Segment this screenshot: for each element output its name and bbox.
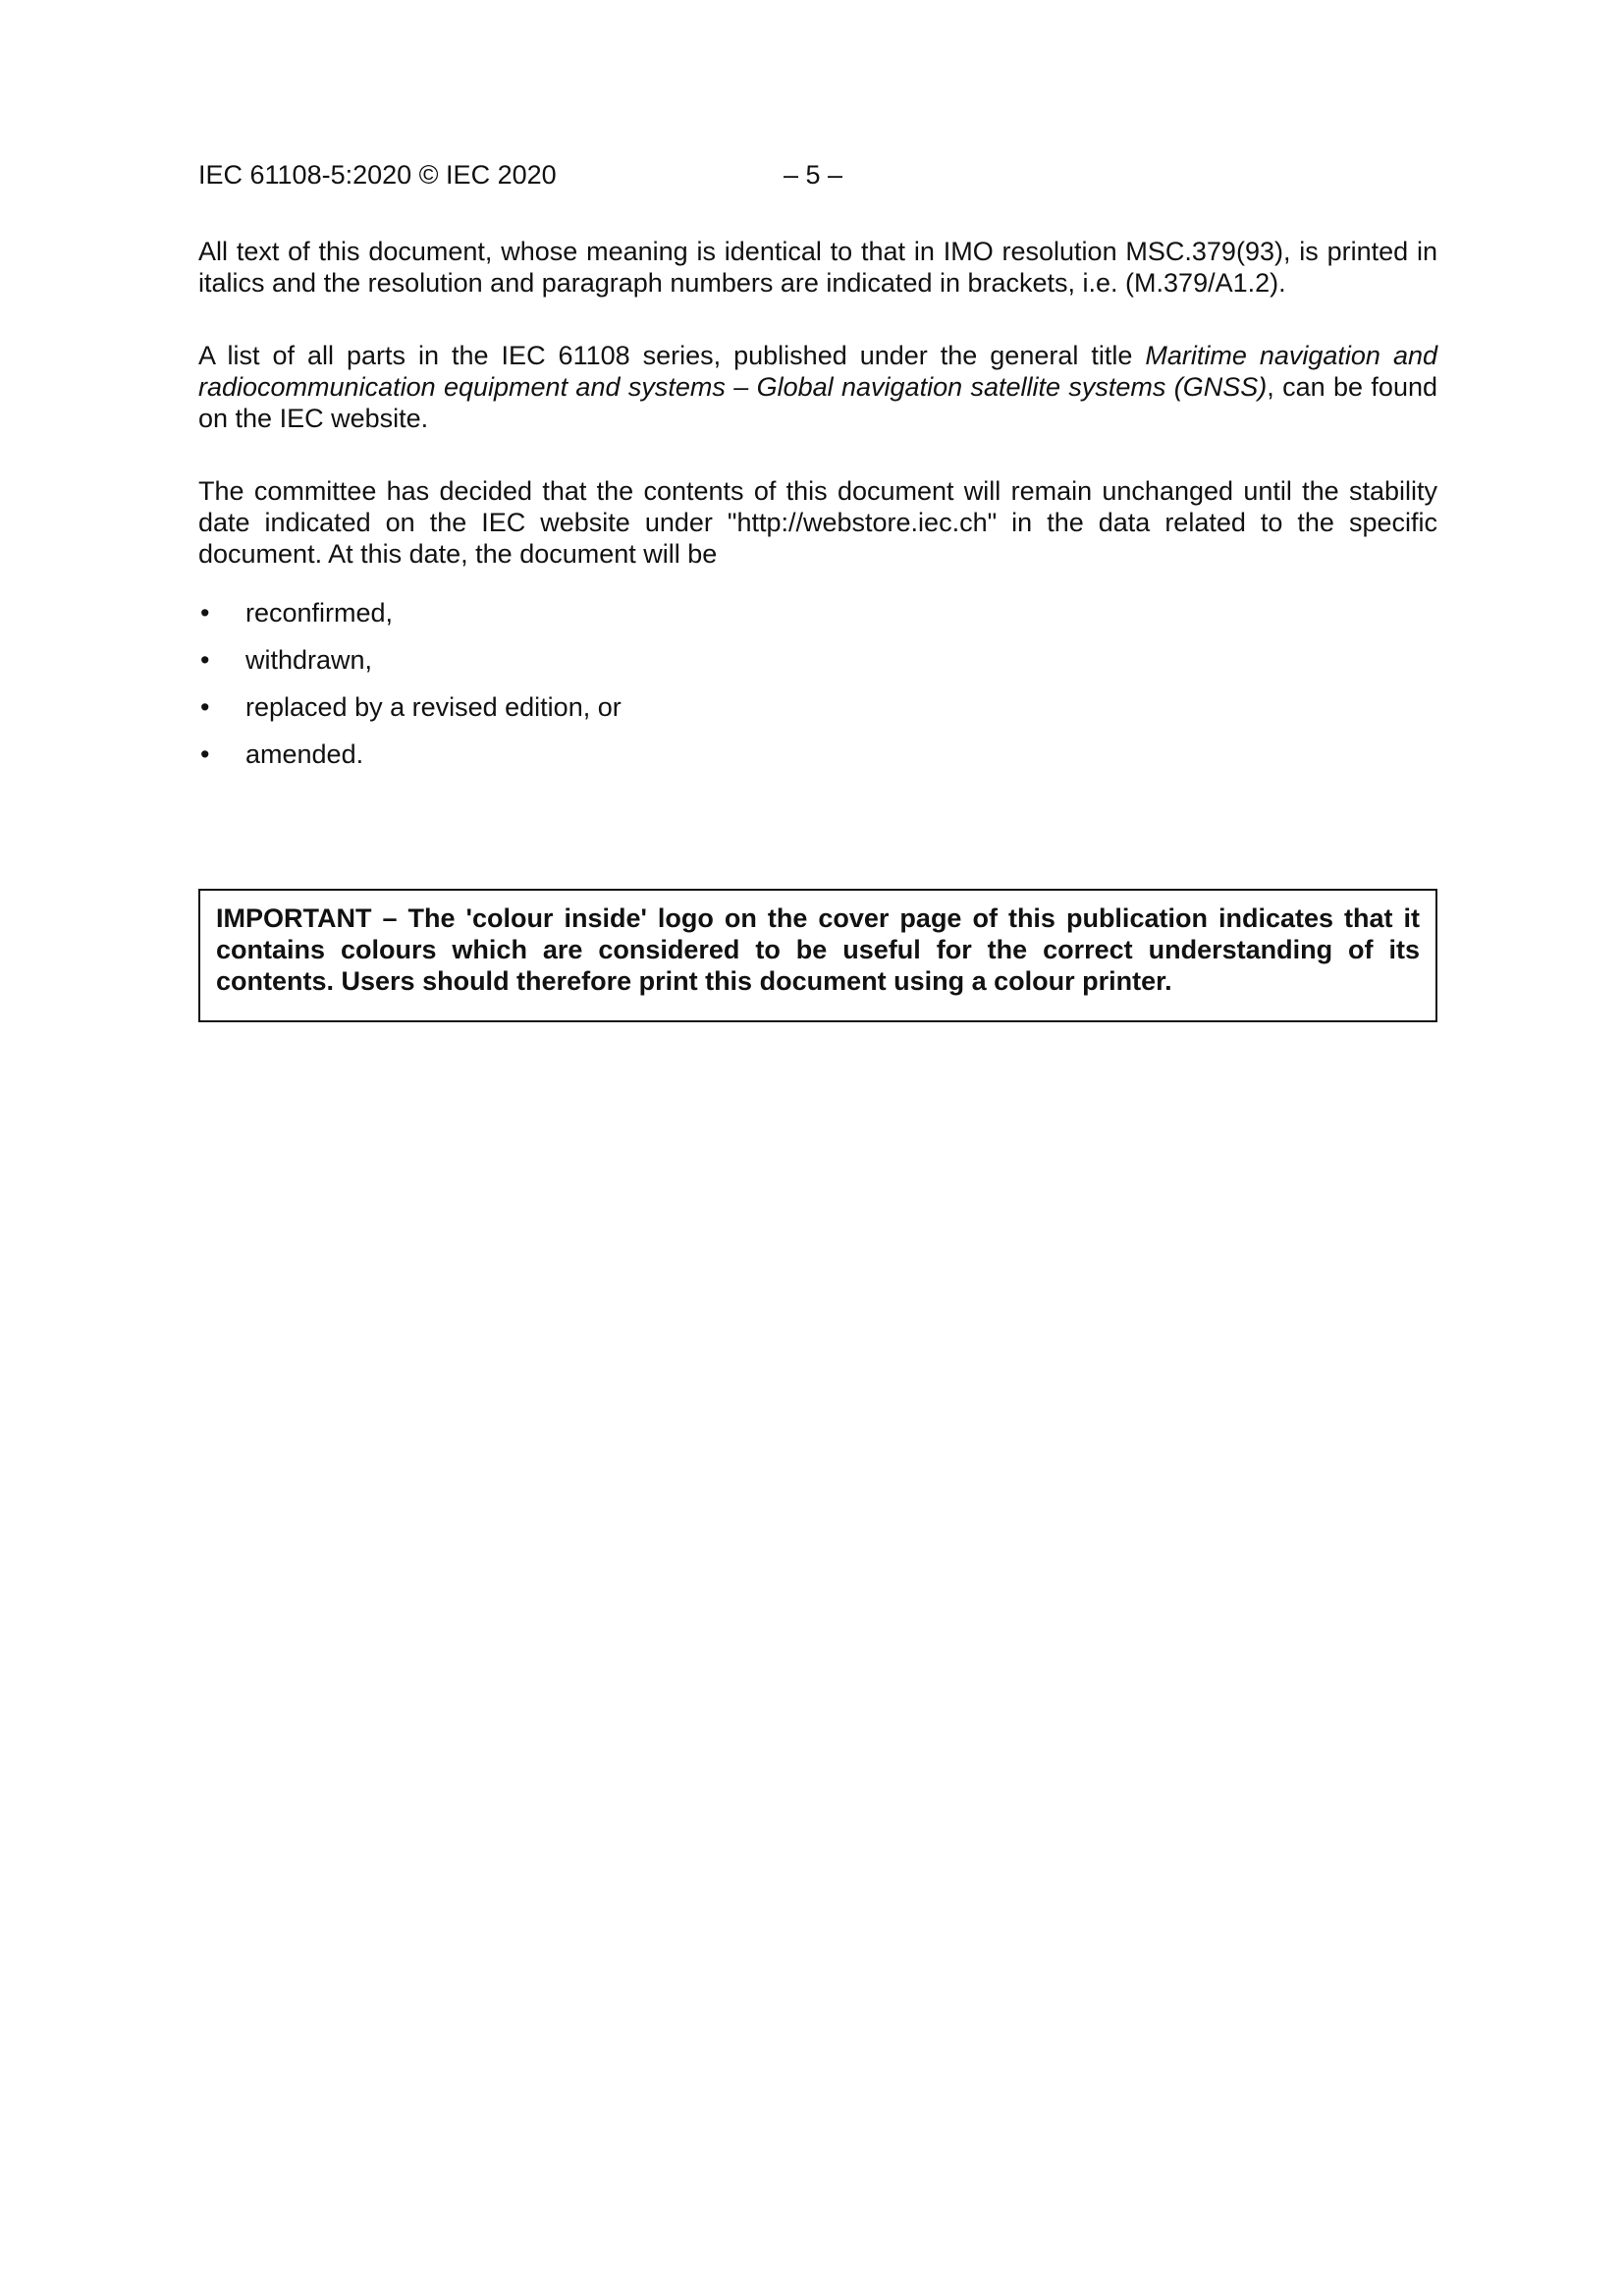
series-text-start: A list of all parts in the IEC 61108 series, published under the general title — [198, 341, 1146, 370]
list-item-text: amended. — [245, 739, 364, 769]
important-notice-box: IMPORTANT – The 'colour inside' logo on the cover page of this publication indicates that it contains colours which are considered to be useful for the correct understanding of its contents. Users should therefore print this document using a colour printer. — [198, 889, 1437, 1022]
bullet-icon: • — [200, 645, 210, 675]
bullet-icon: • — [200, 739, 210, 769]
list-item — [198, 683, 1437, 731]
list-item — [198, 636, 1437, 683]
list-item — [198, 731, 1437, 778]
bullet-icon: • — [200, 692, 210, 722]
series-parts-paragraph — [198, 340, 1437, 434]
stability-date-paragraph: The committee has decided that the contents of this document will remain unchanged until the stability date indicated on the IEC website under "http://webstore.iec.ch" in the data related to the specific document. At this date, the document will be — [198, 476, 1437, 569]
document-body — [198, 236, 1437, 778]
list-item-text: withdrawn, — [245, 645, 373, 675]
series-text-end: , can be found on the IEC website. — [198, 372, 1437, 433]
bullet-icon: • — [200, 598, 210, 628]
document-reference: IEC 61108-5:2020 © IEC 2020 — [198, 160, 557, 190]
list-item-text: replaced by a revised edition, or — [245, 692, 622, 722]
page-number: – 5 – — [784, 160, 843, 190]
series-general-title: Maritime navigation and radiocommunication equipment and systems – Global navigation satellite systems (GNSS) — [198, 341, 1437, 402]
list-item-text: reconfirmed, — [245, 598, 394, 628]
italics-note-paragraph: All text of this document, whose meaning is identical to that in IMO resolution MSC.379(93), is printed in italics and the resolution and paragraph numbers are indicated in brackets, i.e. (M.379/A1.2). — [198, 237, 1437, 298]
page-header — [198, 160, 843, 191]
outcome-list — [198, 589, 1437, 778]
list-item — [198, 589, 1437, 636]
